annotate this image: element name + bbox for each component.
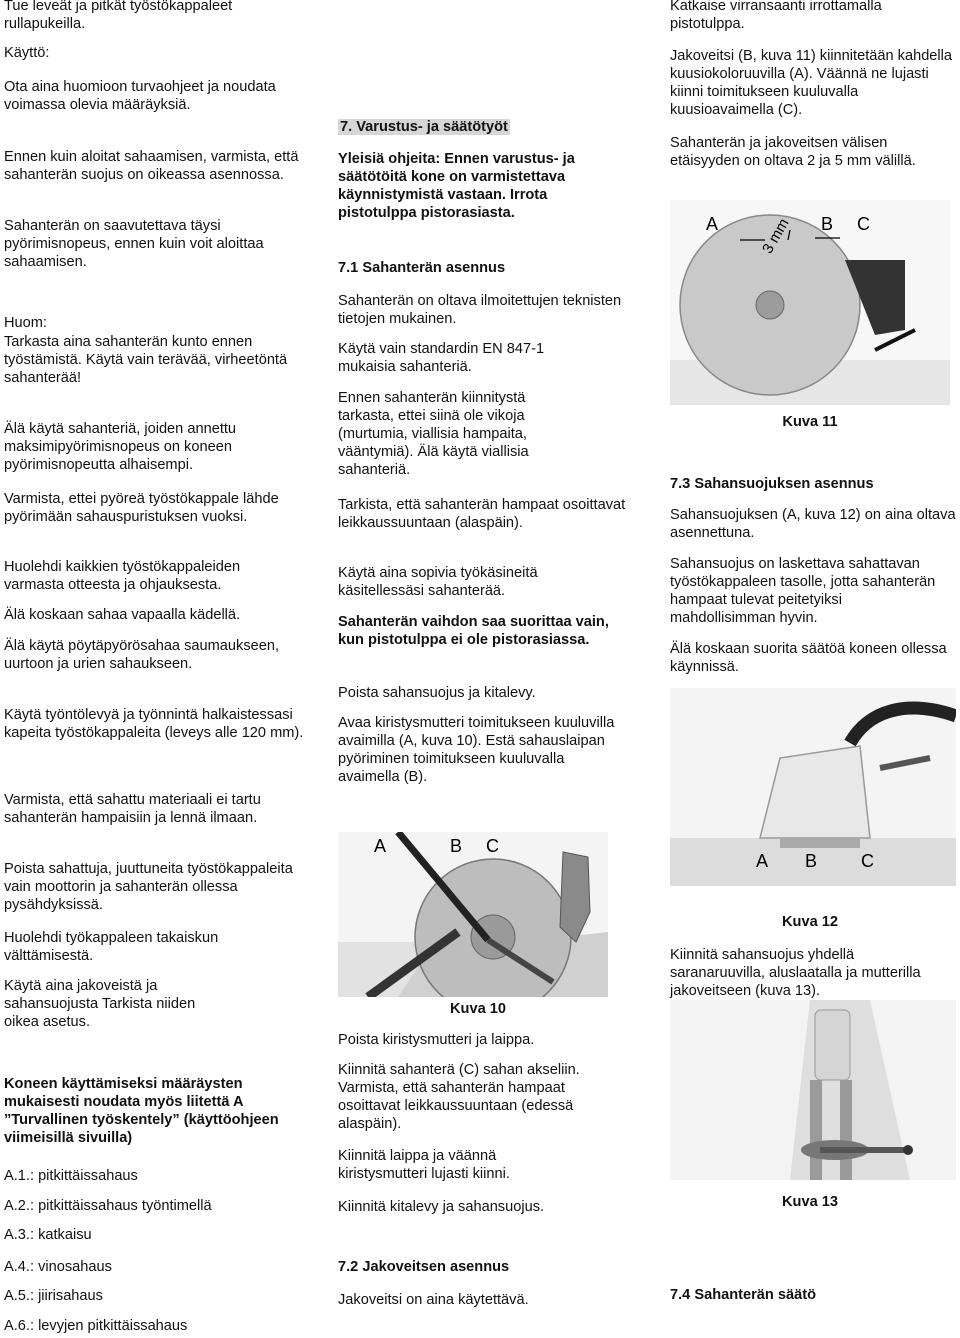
figure-12-label-c: C	[861, 851, 874, 871]
figure-12-illustration	[670, 688, 956, 886]
warning-paragraph: Sahanterän vaihdon saa suorittaa vain, kun pistotulppa ei ole pistorasiassa.	[338, 614, 609, 648]
paragraph: Varmista, että sahattu materiaali ei tartu sahanterän hampaisiin ja lennä ilmaan.	[4, 792, 261, 826]
paragraph: Älä käytä pöytäpyörösahaa saumaukseen, uurtoon ja urien sahaukseen.	[4, 638, 280, 672]
figure-12-label-a: A	[756, 851, 769, 871]
paragraph: Poista kiristysmutteri ja laippa.	[338, 1032, 535, 1048]
paragraph: Sahansuojuksen (A, kuva 12) on aina oltava asennettuna.	[670, 507, 956, 541]
subsection-heading: 7.3 Sahansuojuksen asennus	[670, 476, 874, 492]
figure-12-caption: Kuva 12	[782, 914, 838, 930]
figure-10-illustration	[338, 832, 608, 997]
subsection-heading: 7.4 Sahanterän säätö	[670, 1287, 817, 1303]
paragraph: Avaa kiristysmutteri toimitukseen kuuluvilla avaimilla (A, kuva 10). Estä sahauslaipan pyöriminen toimitukseen kuuluvalla avaimella (B).	[338, 715, 615, 785]
figure-10-label-c: C	[486, 836, 499, 856]
paragraph: Huolehdi työkappaleen takaiskun välttämisestä.	[4, 930, 219, 964]
subsection-heading: 7.2 Jakoveitsen asennus	[338, 1259, 510, 1275]
section-heading	[338, 118, 638, 136]
usage-heading: Käyttö:	[4, 45, 50, 61]
paragraph: Tue leveät ja pitkät työstökappaleet rullapukeilla.	[4, 0, 233, 32]
paragraph: Sahanterän on saavutettava täysi pyörimisnopeus, ennen kuin voit aloittaa sahaamisen.	[4, 218, 264, 270]
figure-10-label-b: B	[450, 836, 463, 856]
paragraph: Tarkista, että sahanterän hampaat osoittavat leikkaussuuntaan (alaspäin).	[338, 497, 626, 531]
paragraph: Tarkasta aina sahanterän kunto ennen työstämistä. Käytä vain terävää, virheetöntä sahanterää!	[4, 334, 288, 386]
paragraph: Katkaise virransaanti irrottamalla pistotulppa.	[670, 0, 882, 32]
paragraph: Jakoveitsi on aina käytettävä.	[338, 1292, 529, 1308]
list-item: A.1.: pitkittäissahaus	[4, 1168, 138, 1184]
figure-13-illustration	[670, 1000, 956, 1180]
paragraph: Käytä aina jakoveistä ja sahansuojusta Tarkista niiden oikea asetus.	[4, 978, 196, 1030]
figure-11-label-a: A	[706, 214, 719, 234]
paragraph: Huolehdi kaikkien työstökappaleiden varmasta otteesta ja ohjauksesta.	[4, 559, 241, 593]
figure-11	[670, 200, 950, 405]
section-heading-text: 7. Varustus- ja säätötyöt	[340, 119, 508, 135]
list-item: A.3.: katkaisu	[4, 1227, 92, 1243]
paragraph: Ennen kuin aloitat sahaamisen, varmista, että sahanterän suojus on oikeassa asennossa.	[4, 149, 299, 183]
subsection-heading: 7.1 Sahanterän asennus	[338, 260, 506, 276]
paragraph: Sahanterän ja jakoveitsen välisen etäisyyden on oltava 2 ja 5 mm välillä.	[670, 135, 916, 169]
paragraph: Älä koskaan suorita säätöä koneen ollessa käynnissä.	[670, 641, 947, 675]
paragraph: Sahanterän on oltava ilmoitettujen teknisten tietojen mukainen.	[338, 293, 622, 327]
figure-11-caption: Kuva 11	[782, 414, 838, 430]
figure-11-label-mm: 3 mm	[759, 215, 793, 257]
figure-11-label-b: B	[821, 214, 834, 234]
paragraph: Varmista, ettei pyöreä työstökappale lähde pyörimään sahauspuristuksen vuoksi.	[4, 491, 279, 525]
figure-10-caption: Kuva 10	[450, 1001, 506, 1017]
paragraph: Ota aina huomioon turvaohjeet ja noudata voimassa olevia määräyksiä.	[4, 79, 276, 113]
paragraph: Älä koskaan sahaa vapaalla kädellä.	[4, 607, 241, 623]
paragraph: Poista sahansuojus ja kitalevy.	[338, 685, 536, 701]
figure-11-illustration	[670, 200, 950, 405]
reference-note: Koneen käyttämiseksi määräysten mukaisesti noudata myös liitettä A ”Turvallinen työskentely” (käyttöohjeen viimeisillä sivuilla)	[4, 1076, 279, 1146]
general-instructions: Yleisiä ohjeita: Ennen varustus- ja säätötöitä kone on varmistettava käynnistymistä vastaan. Irrota pistotulppa pistorasiasta.	[338, 151, 575, 221]
paragraph: Ennen sahanterän kiinnitystä tarkasta, ettei siinä ole vikoja (murtumia, viallisia hampaita, vääntymiä). Älä käytä viallisia sahanteriä.	[338, 390, 529, 478]
paragraph: Kiinnitä kitalevy ja sahansuojus.	[338, 1199, 545, 1215]
figure-10	[338, 832, 608, 997]
figure-13	[670, 1000, 956, 1180]
figure-13-caption: Kuva 13	[782, 1194, 838, 1210]
note-heading: Huom:	[4, 315, 47, 331]
list-item: A.5.: jiirisahaus	[4, 1288, 103, 1304]
list-item: A.6.: levyjen pitkittäissahaus	[4, 1318, 188, 1334]
paragraph: Älä käytä sahanteriä, joiden annettu maksimipyörimisnopeus on koneen pyörimisnopeutta alhaisempi.	[4, 421, 237, 473]
list-item: A.4.: vinosahaus	[4, 1259, 112, 1275]
list-item: A.2.: pitkittäissahaus työntimellä	[4, 1198, 212, 1214]
figure-12-label-b: B	[805, 851, 818, 871]
paragraph: Käytä aina sopivia työkäsineitä käsitellessäsi sahanterää.	[338, 565, 538, 599]
figure-10-label-a: A	[374, 836, 387, 856]
paragraph: Kiinnitä sahansuojus yhdellä saranaruuvilla, aluslaatalla ja mutterilla jakoveitseen (kuva 13).	[670, 947, 921, 999]
paragraph: Kiinnitä sahanterä (C) sahan akseliin. Varmista, että sahanterän hampaat osoittavat leikkaussuuntaan (edessä alaspäin).	[338, 1062, 580, 1132]
paragraph: Poista sahattuja, juuttuneita työstökappaleita vain moottorin ja sahanterän ollessa pysähdyksissä.	[4, 861, 293, 913]
figure-12	[670, 688, 956, 886]
paragraph: Sahansuojus on laskettava sahattavan työstökappaleen tasolle, jotta sahanterän hampaat tulevat peitetyiksi mahdollisimman hyvin.	[670, 556, 936, 626]
paragraph: Kiinnitä laippa ja väännä kiristysmutteri lujasti kiinni.	[338, 1148, 510, 1182]
paragraph: Jakoveitsi (B, kuva 11) kiinnitetään kahdella kuusiokoloruuvilla (A). Väännä ne lujasti kiinni toimitukseen kuuluvalla kuusioavaimella (C).	[670, 48, 953, 118]
figure-11-label-c: C	[857, 214, 870, 234]
paragraph: Käytä työntölevyä ja työnnintä halkaistessasi kapeita työstökappaleita (leveys alle 120 mm).	[4, 707, 304, 741]
paragraph: Käytä vain standardin EN 847-1 mukaisia sahanteriä.	[338, 341, 545, 375]
